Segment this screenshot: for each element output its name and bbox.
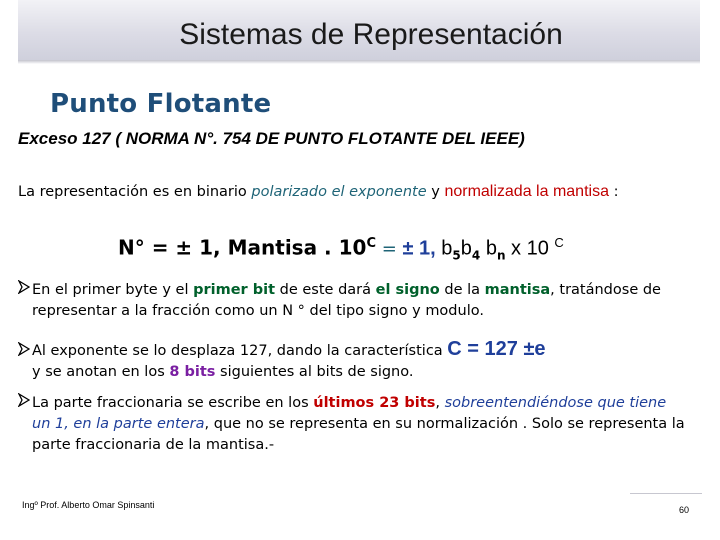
- formula-b5: b: [435, 237, 453, 260]
- bullet-1-first-bit: primer bit: [193, 282, 276, 298]
- formula-equals: =: [375, 238, 403, 260]
- formula-sub5: 5: [452, 248, 461, 263]
- formula-bn: b: [480, 237, 497, 260]
- formula-sign: ± 1,: [402, 237, 436, 260]
- formula-x10: x 10: [505, 237, 555, 260]
- slide-subtitle: Punto Flotante: [50, 89, 272, 119]
- arrow-bullet-icon: [18, 280, 32, 301]
- intro-polarized: polarizado el exponente: [251, 184, 427, 200]
- bullet-2-equation: C = 127 ±e: [447, 338, 546, 360]
- intro-and: y: [426, 184, 445, 200]
- page-number: 60: [679, 505, 690, 515]
- bullet-3-implied-one: sobreentendiéndose que tiene un 1, en la parte entera: [32, 395, 667, 432]
- header-shadow: [18, 60, 700, 64]
- bullet-2-text2: y se anotan en los: [32, 364, 170, 380]
- bullet-2-8bits: 8 bits: [169, 364, 216, 380]
- formula-lhs: N° = ± 1, Mantisa . 10: [118, 235, 367, 260]
- section-heading: Exceso 127 ( NORMA N°. 754 DE PUNTO FLOTANTE DEL IEEE): [18, 129, 525, 148]
- bullet-1-text2: de este dará: [275, 282, 376, 298]
- bullet-3-last-23-bits: últimos 23 bits: [313, 395, 436, 411]
- formula-subn: n: [496, 248, 506, 263]
- intro-paragraph: [18, 181, 678, 203]
- bullet-1-text: En el primer byte y el: [32, 282, 194, 298]
- footer-divider: [630, 493, 702, 494]
- formula: [118, 235, 564, 263]
- formula-sup-c2: C: [554, 235, 564, 250]
- bullet-2: [18, 339, 688, 383]
- bullet-1-text4: , tratándose de representar a la fracción como un N ° del tipo signo y modulo.: [32, 282, 661, 319]
- intro-normalized: normalizada la mantisa: [444, 183, 609, 200]
- bullet-1: [18, 280, 688, 322]
- bullet-3: [18, 393, 688, 456]
- bullet-1-text3: de la: [439, 282, 485, 298]
- arrow-bullet-icon: [18, 393, 32, 414]
- formula-b4: b: [460, 237, 472, 260]
- bullet-1-mantissa: mantisa: [484, 282, 551, 298]
- bullet-1-sign: el signo: [375, 282, 440, 298]
- intro-text: La representación es en binario: [18, 184, 252, 200]
- bullet-3-text: La parte fraccionaria se escribe en los: [32, 395, 314, 411]
- bullet-2-text3: siguientes al bits de signo.: [215, 364, 414, 380]
- bullet-2-text: Al exponente se lo desplaza 127, dando la característica: [32, 343, 448, 359]
- formula-sup-c: C: [366, 236, 376, 251]
- bullet-3-comma: ,: [435, 395, 445, 411]
- arrow-bullet-icon: [18, 342, 32, 363]
- intro-colon: :: [608, 184, 619, 200]
- formula-sub4: 4: [471, 248, 481, 263]
- footer-author: Ingº Prof. Alberto Omar Spinsanti: [22, 500, 155, 510]
- bullet-3-text2: , que no se representa en su normalización . Solo se representa la parte fraccionaria de la mantisa.-: [32, 416, 685, 453]
- slide-title: Sistemas de Representación: [179, 18, 563, 51]
